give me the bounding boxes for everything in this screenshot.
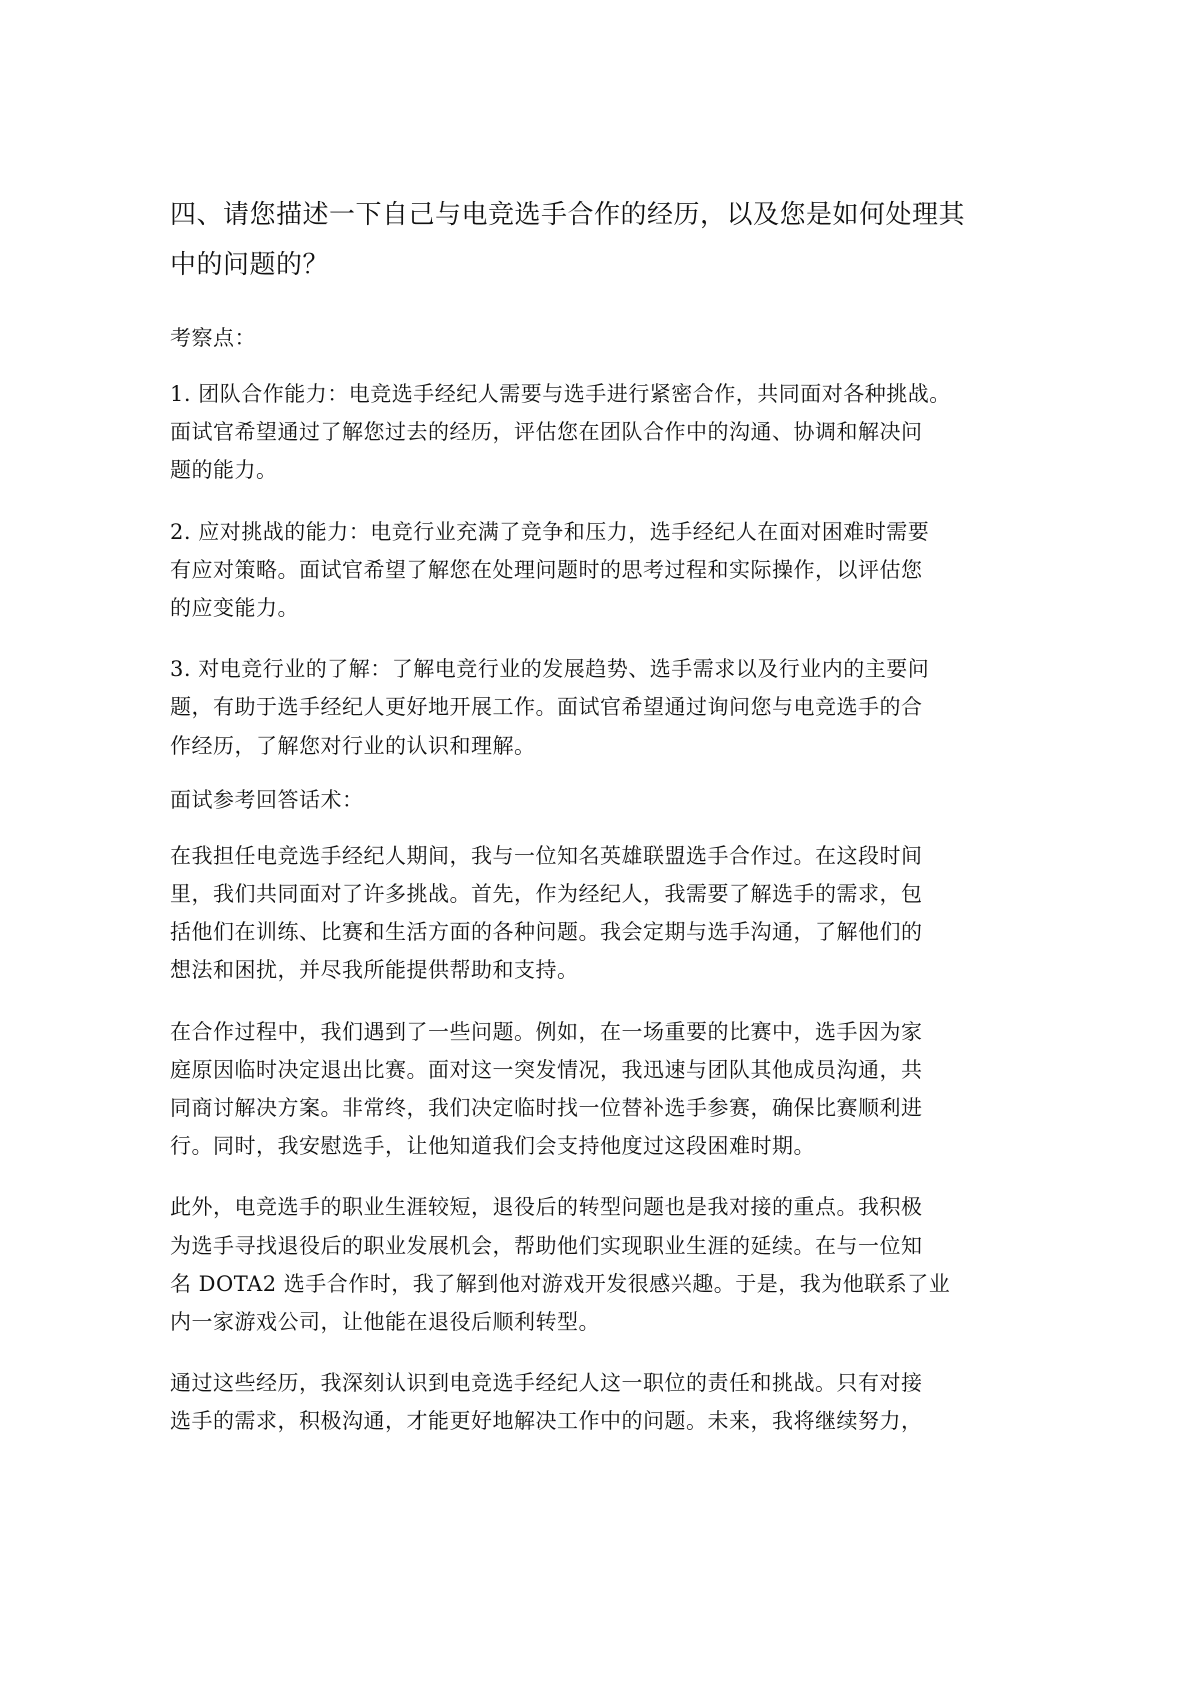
answer-paragraph-2	[170, 1013, 1030, 1166]
question-heading	[170, 190, 1030, 290]
text-line: 名 DOTA2 选手合作时，我了解到他对游戏开发很感兴趣。于是，我为他联系了业	[170, 1271, 951, 1296]
text-line: 2. 应对挑战的能力：电竞行业充满了竞争和压力，选手经纪人在面对困难时需要	[170, 519, 930, 544]
focus-point-1	[170, 375, 1030, 490]
document-page	[170, 190, 1030, 1464]
text-line: 题，有助于选手经纪人更好地开展工作。面试官希望通过询问您与电竞选手的合	[170, 695, 923, 720]
answer-label: 面试参考回答话术：	[170, 787, 364, 812]
focus-label: 考察点：	[170, 326, 256, 350]
text-line: 庭原因临时决定退出比赛。面对这一突发情况，我迅速与团队其他成员沟通，共	[170, 1057, 923, 1082]
text-line: 此外，电竞选手的职业生涯较短，退役后的转型问题也是我对接的重点。我积极	[170, 1195, 923, 1220]
heading-line: 四、请您描述一下自己与电竞选手合作的经历，以及您是如何处理其	[170, 200, 966, 230]
focus-point-list	[170, 375, 1030, 765]
text-line: 内一家游戏公司，让他能在退役后顺利转型。	[170, 1310, 600, 1335]
text-line: 有应对策略。面试官希望了解您在处理问题时的思考过程和实际操作，以评估您	[170, 557, 923, 582]
focus-point-2	[170, 513, 1030, 628]
answer-body	[170, 837, 1030, 1441]
text-line: 面试官希望通过了解您过去的经历，评估您在团队合作中的沟通、协调和解决问	[170, 420, 923, 445]
text-line: 作经历，了解您对行业的认识和理解。	[170, 733, 536, 758]
heading-line: 中的问题的？	[170, 250, 330, 280]
text-line: 通过这些经历，我深刻认识到电竞选手经纪人这一职位的责任和挑战。只有对接	[170, 1371, 923, 1396]
answer-paragraph-1	[170, 837, 1030, 990]
focus-point-3	[170, 650, 1030, 765]
answer-paragraph-3	[170, 1188, 1030, 1341]
text-line: 同商讨解决方案。非常终，我们决定临时找一位替补选手参赛，确保比赛顺利进	[170, 1096, 923, 1121]
text-line: 在合作过程中，我们遇到了一些问题。例如，在一场重要的比赛中，选手因为家	[170, 1019, 923, 1044]
text-line: 的应变能力。	[170, 596, 299, 621]
text-line: 选手的需求，积极沟通，才能更好地解决工作中的问题。未来，我将继续努力，	[170, 1409, 923, 1434]
text-line: 1. 团队合作能力：电竞选手经纪人需要与选手进行紧密合作，共同面对各种挑战。	[170, 382, 951, 406]
text-line: 括他们在训练、比赛和生活方面的各种问题。我会定期与选手沟通，了解他们的	[170, 920, 923, 945]
text-line: 为选手寻找退役后的职业发展机会，帮助他们实现职业生涯的延续。在与一位知	[170, 1233, 923, 1258]
text-line: 里，我们共同面对了许多挑战。首先，作为经纪人，我需要了解选手的需求，包	[170, 882, 923, 907]
text-line: 想法和困扰，并尽我所能提供帮助和支持。	[170, 958, 579, 983]
text-line: 题的能力。	[170, 458, 278, 483]
text-line: 3. 对电竞行业的了解：了解电竞行业的发展趋势、选手需求以及行业内的主要问	[170, 657, 930, 682]
text-line: 行。同时，我安慰选手，让他知道我们会支持他度过这段困难时期。	[170, 1134, 815, 1159]
text-line: 在我担任电竞选手经纪人期间，我与一位知名英雄联盟选手合作过。在这段时间	[170, 843, 923, 868]
answer-paragraph-4	[170, 1364, 1030, 1440]
